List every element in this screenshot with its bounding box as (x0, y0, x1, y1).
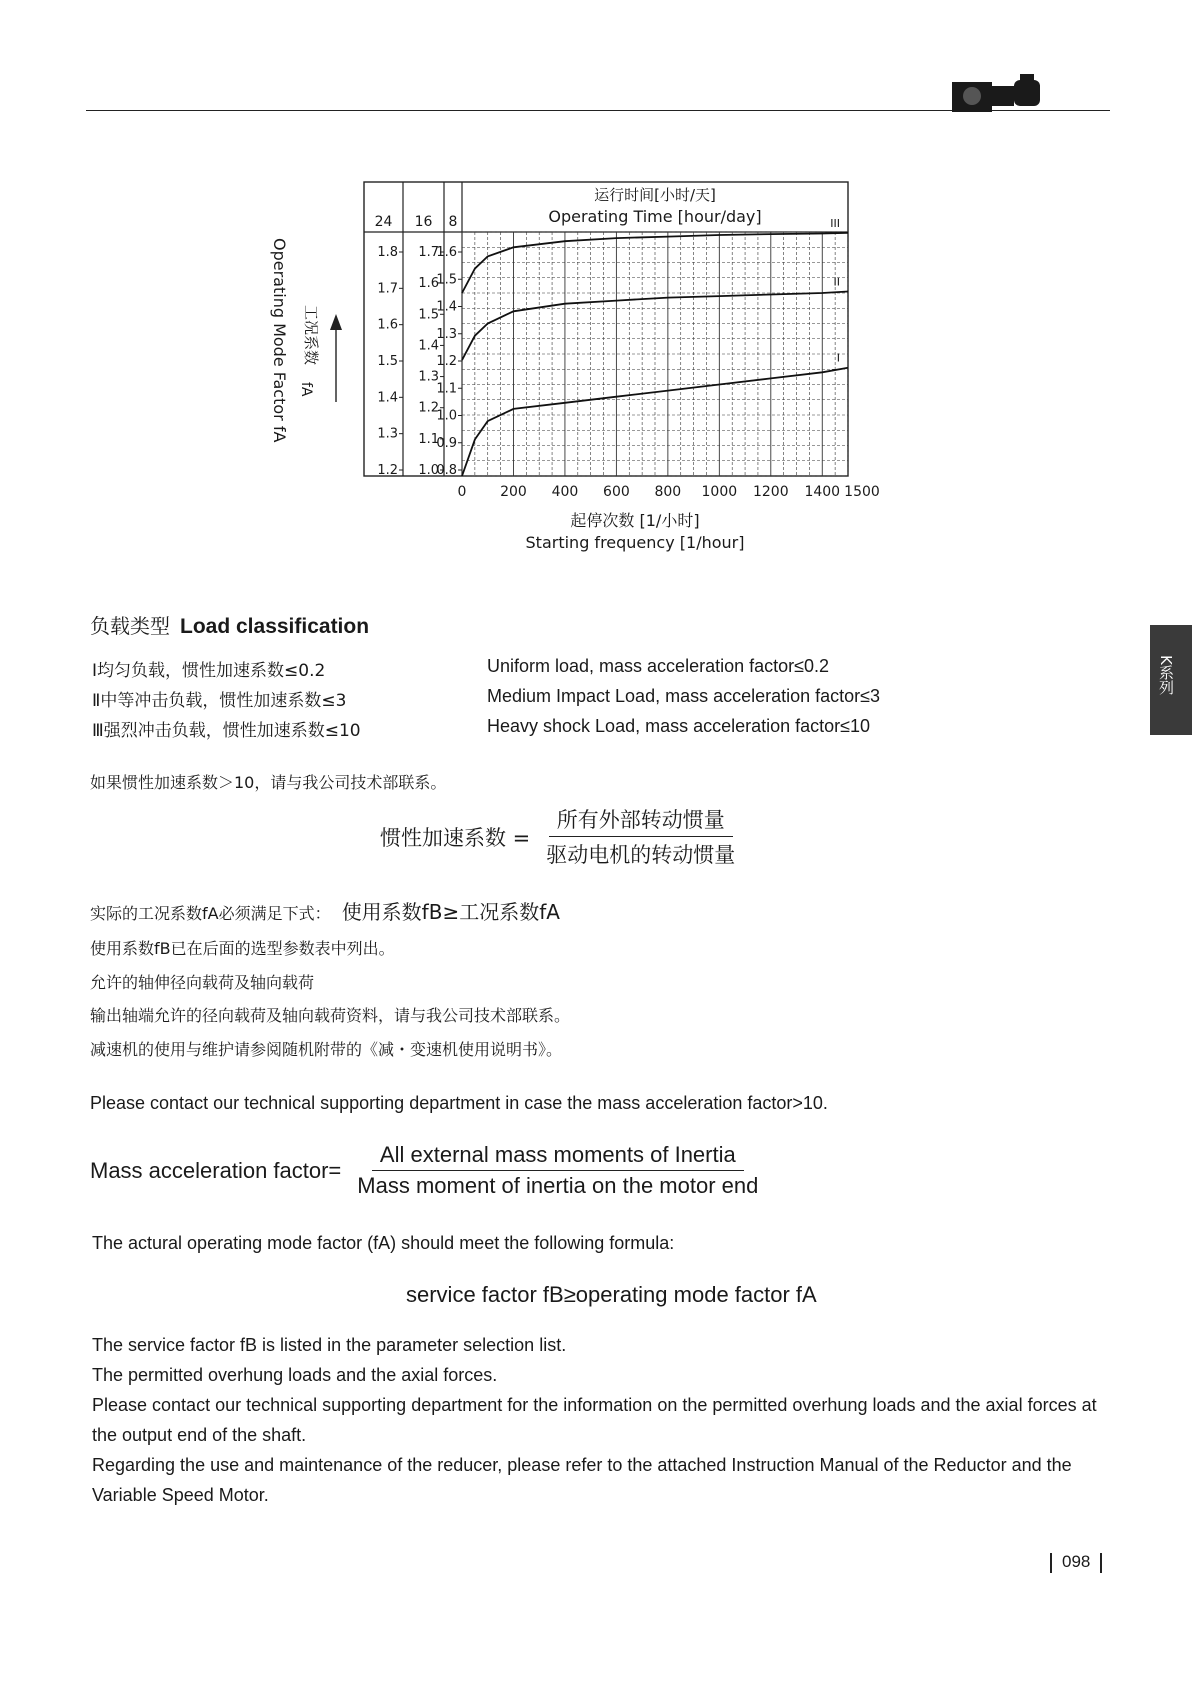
en-p4: Regarding the use and maintenance of the reducer, please refer to the attached Instruction Manual of the Reductor and the Variable Speed Motor. (92, 1455, 1072, 1505)
page-number (1040, 1552, 1112, 1573)
zh-req-formula: 使用系数fB≥工况系数fA (341, 900, 560, 924)
y-tick-label: 1.6 (377, 317, 398, 333)
x-tick-label: 200 (500, 484, 527, 500)
y-tick-label: 1.3 (377, 426, 398, 442)
y-tick-label: 0.9 (436, 435, 457, 451)
hour-column-header: 16 (414, 214, 433, 230)
load-title-en: Load classification (180, 615, 370, 638)
y-axis-symbol: fA (298, 382, 314, 397)
x-axis-label-zh: 起停次数 [1/小时] (570, 511, 700, 530)
y-tick-label: 1.4 (436, 299, 457, 315)
en-p2: The permitted overhung loads and the axial forces. (92, 1365, 498, 1385)
y-axis-label-zh: 工况系数 (302, 305, 320, 366)
x-tick-label: 600 (603, 484, 630, 500)
x-tick-label: 400 (551, 484, 579, 500)
y-tick-label: 1.3 (418, 369, 439, 385)
hour-column-header: 24 (374, 214, 393, 230)
y-tick-label: 1.6 (418, 276, 439, 292)
y-tick-label: 1.0 (436, 408, 457, 424)
y-tick-label: 1.0 (418, 463, 439, 478)
page-number-text: 098 (1062, 1552, 1091, 1571)
y-tick-label: 1.1 (436, 381, 457, 397)
page-number-bar-left (1050, 1553, 1052, 1573)
zh-formula-lhs: 惯性加速系数 = (380, 825, 531, 850)
x-tick-label: 800 (654, 484, 682, 500)
curve-label: II (833, 275, 840, 289)
x-axis-label-en: Starting frequency [1/hour] (525, 533, 745, 552)
zh-formula-numerator: 所有外部转动惯量 (549, 804, 733, 837)
load-item-zh-2: Ⅱ中等冲击负载，惯性加速系数≤3 (92, 691, 347, 711)
en-formula-numerator: All external mass moments of Inertia (372, 1142, 744, 1171)
gear-reducer-icon (950, 72, 1042, 116)
zh-line-4: 减速机的使用与维护请参阅随机附带的《减・变速机使用说明书》。 (90, 1040, 563, 1059)
y-tick-label: 1.4 (377, 390, 398, 406)
y-tick-label: 1.7 (377, 281, 398, 297)
load-item-en-3: Heavy shock Load, mass acceleration factor≤10 (487, 716, 871, 736)
chart-title-en: Operating Time [hour/day] (548, 207, 762, 226)
en-paragraphs (92, 1330, 1112, 1510)
chart-svg (250, 170, 910, 600)
y-tick-label: 0.8 (436, 463, 457, 478)
chart-title-zh: 运行时间[小时/天] (594, 186, 716, 204)
y-tick-label: 1.6 (436, 245, 457, 260)
zh-formula-denominator: 驱动电机的转动惯量 (546, 843, 736, 867)
y-tick-label: 1.2 (436, 354, 457, 369)
zh-inertia-formula (380, 804, 743, 869)
en-formula-denominator: Mass moment of inertia on the motor end (357, 1173, 759, 1198)
en-service-formula: service factor fB≥operating mode factor fA (406, 1282, 817, 1307)
en-formula-lhs: Mass acceleration factor= (90, 1157, 342, 1183)
en-inertia-formula (90, 1142, 766, 1199)
side-tab-label: K系列 (1157, 655, 1175, 695)
y-tick-label: 1.5 (418, 307, 439, 323)
x-tick-label: 1500 (844, 484, 880, 500)
en-p3: Please contact our technical supporting department for the information on the permitted overhung loads and the axial forces at the output end of the shaft. (92, 1395, 1097, 1445)
en-p1: The service factor fB is listed in the parameter selection list. (92, 1335, 567, 1355)
x-tick-label: 1200 (752, 484, 789, 500)
y-tick-label: 1.3 (436, 326, 457, 342)
y-tick-label: 1.8 (377, 245, 398, 260)
y-tick-label: 1.5 (377, 354, 398, 369)
hour-column-header: 8 (448, 214, 458, 230)
en-contact-note: Please contact our technical supporting department in case the mass acceleration factor>10. (90, 1093, 828, 1113)
series-side-tab (1150, 625, 1192, 735)
y-tick-label: 1.1 (418, 431, 439, 447)
zh-line-2: 允许的轴伸径向载荷及轴向载荷 (90, 973, 315, 992)
load-item-zh-1: Ⅰ均匀负载，惯性加速系数≤0.2 (92, 661, 326, 681)
curve-label: I (836, 351, 840, 365)
y-tick-label: 1.7 (418, 245, 439, 260)
y-tick-label: 1.2 (377, 463, 398, 478)
y-tick-label: 1.4 (418, 338, 439, 354)
y-axis-arrowhead (330, 314, 342, 330)
zh-contact-note: 如果惯性加速系数＞10，请与我公司技术部联系。 (90, 773, 447, 792)
y-tick-label: 1.5 (436, 272, 457, 288)
load-title-zh: 负载类型 (90, 614, 170, 638)
y-axis-label-en: Operating Mode Factor fA (270, 238, 289, 443)
curve-label: III (830, 216, 840, 230)
y-tick-label: 1.2 (418, 400, 439, 416)
x-tick-label: 1400 (804, 484, 841, 500)
x-tick-label: 0 (457, 484, 467, 500)
operating-mode-factor-chart (250, 170, 910, 600)
zh-req-prefix: 实际的工况系数fA必须满足下式： (90, 904, 331, 923)
load-item-en-2: Medium Impact Load, mass acceleration factor≤3 (487, 686, 881, 706)
load-item-en-1: Uniform load, mass acceleration factor≤0.2 (487, 656, 830, 676)
page-number-bar-right (1100, 1553, 1102, 1573)
zh-line-1: 使用系数fB已在后面的选型参数表中列出。 (90, 939, 395, 958)
zh-requirement (90, 896, 560, 925)
load-item-zh-3: Ⅲ强烈冲击负载，惯性加速系数≤10 (92, 721, 361, 741)
x-tick-label: 1000 (701, 484, 738, 500)
en-actual-note: The actural operating mode factor (fA) should meet the following formula: (92, 1233, 675, 1253)
zh-line-3: 输出轴端允许的径向载荷及轴向载荷资料，请与我公司技术部联系。 (90, 1006, 571, 1025)
load-classification-heading (90, 610, 369, 639)
